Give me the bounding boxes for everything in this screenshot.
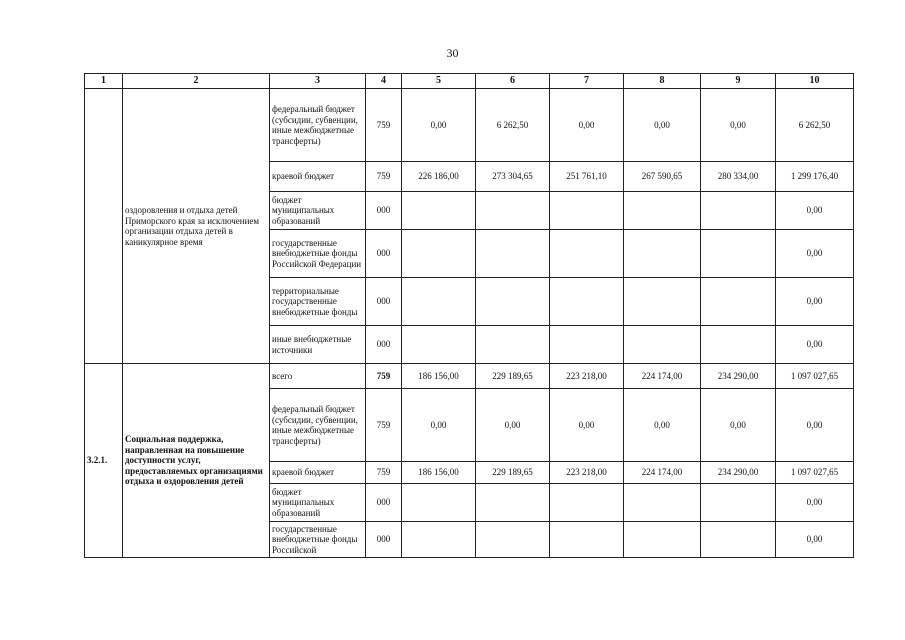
- funding-source: государственные внебюджетные фонды Российской Федерации: [270, 230, 366, 278]
- funding-source: бюджет муниципальных образований: [270, 484, 366, 522]
- funding-source: краевой бюджет: [270, 462, 366, 484]
- value-cell: [701, 230, 776, 278]
- funding-source: краевой бюджет: [270, 162, 366, 192]
- code-cell: 759: [366, 89, 402, 162]
- code-cell: 000: [366, 230, 402, 278]
- page-number: 30: [446, 46, 459, 60]
- funding-source: территориальные государственные внебюджетные фонды: [270, 278, 366, 326]
- code-cell: 000: [366, 326, 402, 364]
- header-cell: 2: [123, 74, 270, 89]
- value-cell: 0,00: [701, 389, 776, 462]
- value-cell: [550, 230, 624, 278]
- value-cell: [402, 522, 476, 558]
- value-cell: [476, 484, 550, 522]
- value-cell: [624, 522, 701, 558]
- code-cell: 759: [366, 364, 402, 389]
- value-cell: 226 186,00: [402, 162, 476, 192]
- total-cell: 1 299 176,40: [776, 162, 854, 192]
- value-cell: [550, 278, 624, 326]
- value-cell: 224 174,00: [624, 462, 701, 484]
- funding-source: федеральный бюджет (субсидии, субвенции, иные межбюджетные трансферты): [270, 389, 366, 462]
- value-cell: [476, 522, 550, 558]
- total-cell: 0,00: [776, 326, 854, 364]
- code-cell: 759: [366, 462, 402, 484]
- value-cell: 0,00: [402, 89, 476, 162]
- value-cell: [476, 192, 550, 230]
- total-cell: 0,00: [776, 230, 854, 278]
- value-cell: 229 189,65: [476, 462, 550, 484]
- value-cell: [476, 278, 550, 326]
- header-cell: 8: [624, 74, 701, 89]
- header-cell: 7: [550, 74, 624, 89]
- code-cell: 759: [366, 162, 402, 192]
- header-cell: 9: [701, 74, 776, 89]
- total-cell: 0,00: [776, 522, 854, 558]
- total-cell: 1 097 027,65: [776, 364, 854, 389]
- value-cell: [402, 326, 476, 364]
- value-cell: 234 290,00: [701, 364, 776, 389]
- value-cell: [701, 484, 776, 522]
- value-cell: [402, 278, 476, 326]
- row-index: [85, 89, 123, 364]
- funding-source: всего: [270, 364, 366, 389]
- value-cell: 229 189,65: [476, 364, 550, 389]
- value-cell: [701, 326, 776, 364]
- row-name: Социальная поддержка, направленная на повышение доступности услуг, предоставляемых организациями отдыха и оздоровления детей: [123, 364, 270, 558]
- value-cell: [550, 522, 624, 558]
- value-cell: [402, 192, 476, 230]
- value-cell: [624, 278, 701, 326]
- value-cell: [701, 522, 776, 558]
- value-cell: 280 334,00: [701, 162, 776, 192]
- value-cell: 251 761,10: [550, 162, 624, 192]
- row-index: 3.2.1.: [85, 364, 123, 558]
- table-row: [85, 364, 854, 389]
- value-cell: [624, 484, 701, 522]
- total-cell: 0,00: [776, 484, 854, 522]
- total-cell: 0,00: [776, 389, 854, 462]
- value-cell: 186 156,00: [402, 364, 476, 389]
- value-cell: [624, 326, 701, 364]
- value-cell: 0,00: [550, 89, 624, 162]
- row-name: оздоровления и отдыха детей Приморского края за исключением организации отдыха детей в каникулярное время: [123, 89, 270, 364]
- value-cell: [701, 278, 776, 326]
- value-cell: 186 156,00: [402, 462, 476, 484]
- budget-table: [84, 73, 854, 558]
- code-cell: 000: [366, 484, 402, 522]
- header-cell: 1: [85, 74, 123, 89]
- code-cell: 000: [366, 522, 402, 558]
- value-cell: 0,00: [624, 389, 701, 462]
- funding-source: федеральный бюджет (субсидии, субвенции, иные межбюджетные трансферты): [270, 89, 366, 162]
- value-cell: 223 218,00: [550, 462, 624, 484]
- value-cell: 0,00: [402, 389, 476, 462]
- total-cell: 6 262,50: [776, 89, 854, 162]
- value-cell: [476, 230, 550, 278]
- code-cell: 000: [366, 278, 402, 326]
- value-cell: 0,00: [701, 89, 776, 162]
- value-cell: 0,00: [476, 389, 550, 462]
- code-cell: 759: [366, 389, 402, 462]
- total-cell: 0,00: [776, 192, 854, 230]
- value-cell: 0,00: [624, 89, 701, 162]
- total-cell: 1 097 027,65: [776, 462, 854, 484]
- table-row: [85, 89, 854, 162]
- value-cell: 6 262,50: [476, 89, 550, 162]
- header-row: [85, 74, 854, 89]
- value-cell: [624, 230, 701, 278]
- value-cell: [550, 326, 624, 364]
- value-cell: [550, 484, 624, 522]
- code-cell: 000: [366, 192, 402, 230]
- value-cell: 0,00: [550, 389, 624, 462]
- total-cell: 0,00: [776, 278, 854, 326]
- value-cell: 267 590,65: [624, 162, 701, 192]
- funding-source: иные внебюджетные источники: [270, 326, 366, 364]
- value-cell: [476, 326, 550, 364]
- value-cell: 224 174,00: [624, 364, 701, 389]
- header-cell: 4: [366, 74, 402, 89]
- funding-source: государственные внебюджетные фонды Российской: [270, 522, 366, 558]
- header-cell: 5: [402, 74, 476, 89]
- funding-source: бюджет муниципальных образований: [270, 192, 366, 230]
- value-cell: [402, 484, 476, 522]
- header-cell: 10: [776, 74, 854, 89]
- header-cell: 6: [476, 74, 550, 89]
- value-cell: [550, 192, 624, 230]
- value-cell: 273 304,65: [476, 162, 550, 192]
- header-cell: 3: [270, 74, 366, 89]
- value-cell: [402, 230, 476, 278]
- value-cell: [624, 192, 701, 230]
- value-cell: 234 290,00: [701, 462, 776, 484]
- value-cell: 223 218,00: [550, 364, 624, 389]
- value-cell: [701, 192, 776, 230]
